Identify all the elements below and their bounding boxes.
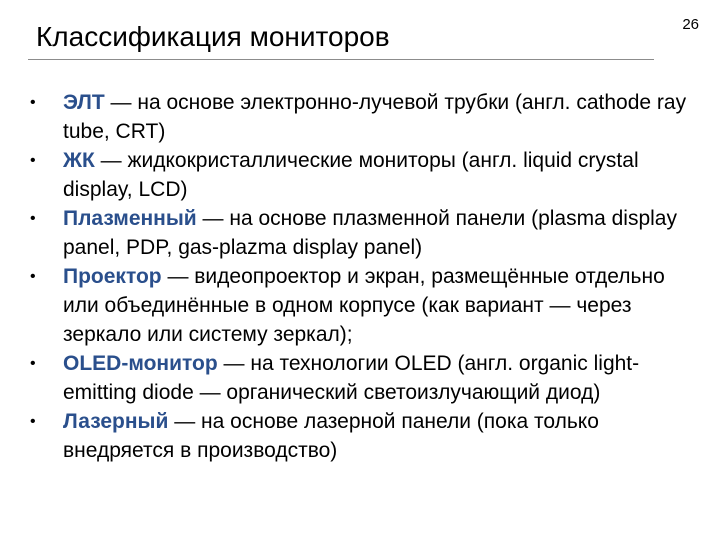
list-item-term: Плазменный	[63, 207, 197, 230]
title-divider	[28, 59, 654, 60]
bullet-icon: •	[30, 94, 36, 111]
list-item	[26, 204, 696, 262]
monitor-types-list	[26, 88, 696, 465]
list-item-term: ЖК	[63, 149, 95, 172]
list-item-text: — на основе лазерной панели (пока только внедряется в производство)	[63, 410, 599, 462]
list-item	[26, 407, 696, 465]
list-item	[26, 146, 696, 204]
list-item-text: — видеопроектор и экран, размещённые отдельно или объединённые в одном корпусе (как вариант — через зеркало или систему зеркал);	[63, 265, 665, 346]
list-item	[26, 349, 696, 407]
list-item-text: — на основе плазменной панели (plasma display panel, PDP, gas-plazma display panel)	[63, 207, 677, 259]
list-item-term: ЭЛТ	[63, 91, 105, 114]
slide-number: 26	[682, 16, 699, 33]
bullet-icon: •	[30, 210, 36, 227]
list-item-term: Лазерный	[63, 410, 169, 433]
bullet-icon: •	[30, 355, 36, 372]
bullet-icon: •	[30, 152, 36, 169]
list-item-text: — на технологии OLED (англ. organic light-emitting diode — органический светоизлучающий диод)	[63, 352, 640, 404]
list-item-text: — на основе электронно-лучевой трубки (англ. cathode ray tube, CRT)	[63, 91, 687, 143]
list-item	[26, 262, 696, 349]
list-item-text: — жидкокристаллические мониторы (англ. liquid crystal display, LCD)	[63, 149, 639, 201]
bullet-icon: •	[30, 268, 36, 285]
list-item	[26, 88, 696, 146]
list-item-term: Проектор	[63, 265, 162, 288]
bullet-icon: •	[30, 413, 36, 430]
slide-title: Классификация мониторов	[36, 21, 390, 52]
list-item-term: OLED-монитор	[63, 352, 218, 375]
